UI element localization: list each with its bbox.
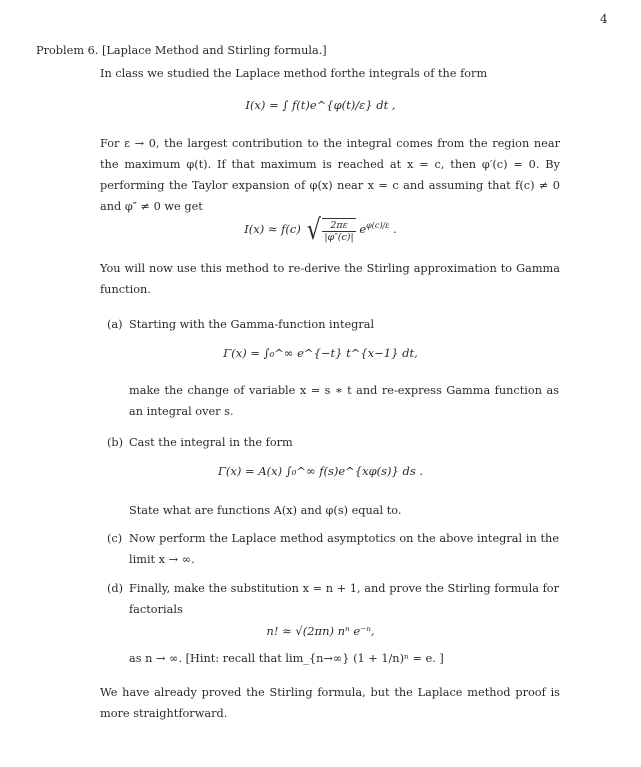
intro-text: In class we studied the Laplace method forthe integrals of the form [100,67,488,80]
eq2-numerator: 2πε [322,220,355,232]
problem-heading: Problem 6. [36,44,99,57]
part-a-label: (a) [107,318,123,331]
part-b-label: (b) [107,436,124,449]
eq2-lhs: I(x) ≈ f(c) [244,222,301,236]
part-a-equation: Γ(x) = ∫₀^∞ e^{−t} t^{x−1} dt, [223,346,418,360]
part-b-equation: Γ(x) = A(x) ∫₀^∞ f(s)e^{xφ(s)} ds . [217,464,424,478]
eq1-text: I(x) = ∫ f(t)e^{φ(t)/ε} dt , [245,98,396,112]
equation-laplace-approx [0,213,641,246]
part-d-hint: as n → ∞. [Hint: recall that lim_{n→∞} (1 + 1/n)ⁿ = e. ] [129,652,444,665]
equation-laplace-integral [0,98,641,112]
equation-gamma-integral [0,346,641,360]
paragraph-stirling-intro: You will now use this method to re-derive the Stirling approximation to Gamma function. [100,262,560,296]
eq2-exp: e [359,222,367,236]
eq2-superscript: φ(c)/ε [366,221,390,231]
closing-paragraph: We have already proved the Stirling formula, but the Laplace method proof is more straightforward. [100,686,560,720]
paragraph-laplace: For ε → 0, the largest contribution to the integral comes from the region near the maximum φ(t). If that maximum is reached at x = c, then φ′(c) = 0. By performing the Taylor expansion of φ(x) near x = c and assuming that f(c) ≠ 0 and φ″ ≠ 0 we get [100,137,560,213]
eq2-end: . [393,222,397,236]
page-number: 4 [600,12,608,26]
part-b-text2: State what are functions A(x) and φ(s) equal to. [129,504,402,517]
part-d-label: (d) [107,582,124,595]
part-a-text2: make the change of variable x = s ∗ t and re-express Gamma function as an integral over s. [129,384,559,418]
part-d-text: Finally, make the substitution x = n + 1, and prove the Stirling formula for factorials [129,582,559,616]
problem-title: [Laplace Method and Stirling formula.] [102,44,327,57]
sqrt-symbol: √ $\frac{2\pi\varepsilon}{|\varphi''(c)|}$ [306,213,354,246]
part-c-label: (c) [107,532,123,545]
part-d-equation: n! ≈ √(2πn) nⁿ e⁻ⁿ, [266,624,375,638]
problem-heading-line [36,40,596,61]
eq2-denominator: |φ″(c)| [324,231,354,243]
equation-gamma-form [0,464,641,478]
part-b-text: Cast the integral in the form [129,436,293,449]
part-a-text: Starting with the Gamma-function integral [129,318,375,331]
part-c-text: Now perform the Laplace method asymptotics on the above integral in the limit x → ∞. [129,532,559,566]
equation-stirling [0,624,641,638]
